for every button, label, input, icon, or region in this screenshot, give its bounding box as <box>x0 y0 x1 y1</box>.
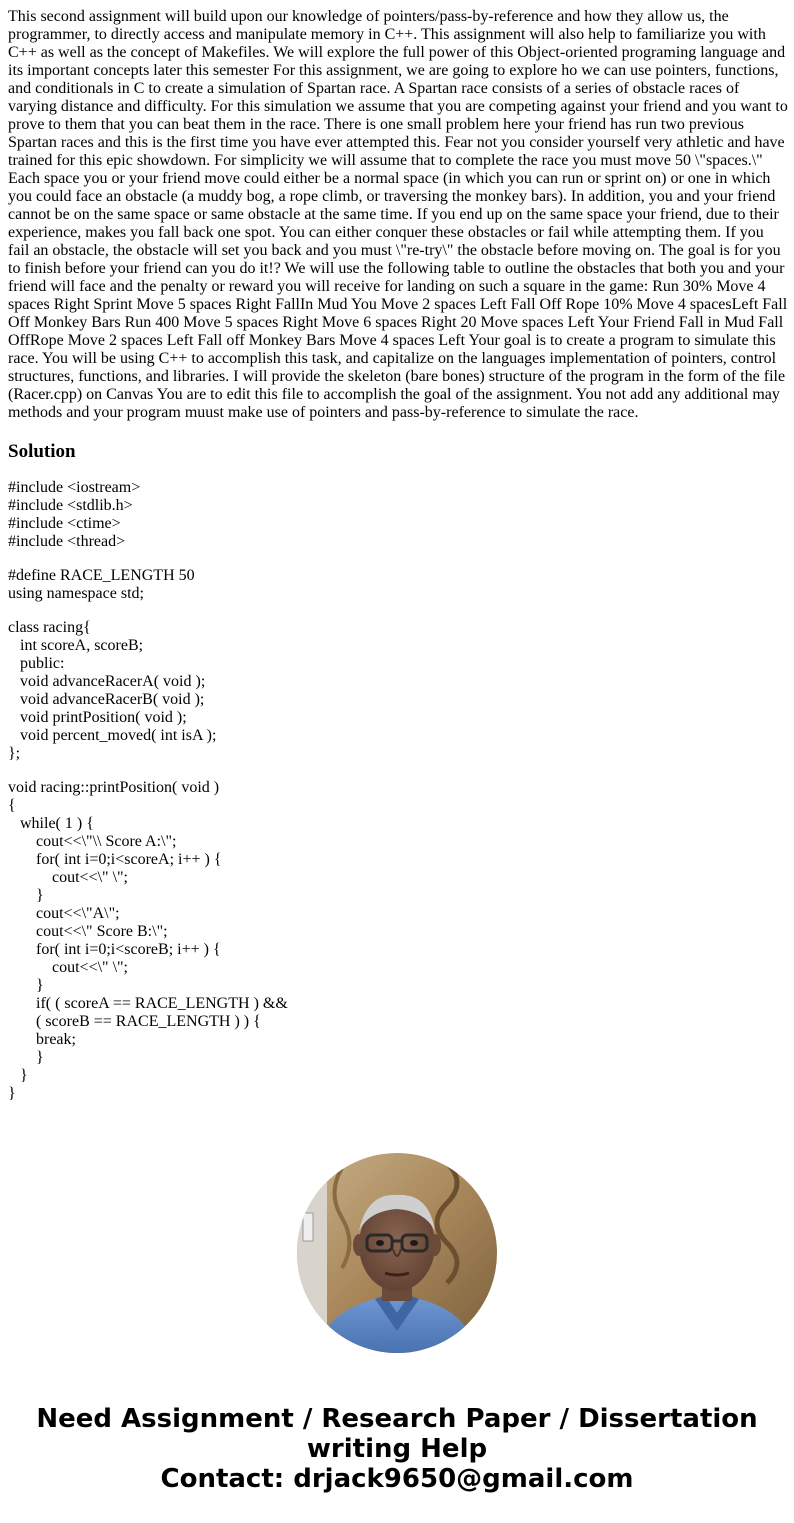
code-line: cout<<\" \"; <box>8 869 128 886</box>
code-line: } <box>8 1067 28 1084</box>
solution-heading: Solution <box>8 441 76 462</box>
code-line: } <box>8 1085 16 1102</box>
question-text: This second assignment will build upon our knowledge of pointers/pass-by-reference and how they allow us, the programmer, to directly access and manipulate memory in C++. This assignment will also help to familiarize you with C++ as well as the concept of Makefiles. We will explore the full power of this Object-oriented programing language and its important concepts later this semester For this assignment, we are going to explore ho we can use pointers, functions, and conditionals in C to create a simulation of Spartan race. A Spartan race consists of a series of obstacle races of varying distance and difficulty. For this simulation we assume that you are competing against your friend and you want to prove to them that you can beat them in the race. There is one small problem here your friend has run two previous Spartan races and this is the first time you have ever attempted this. Fear not you consider yourself very athletic and have trained for this epic showdown. For simplicity we will assume that to complete the race you must move 50 \"spaces.\" Each space you or your friend move could either be a normal space (in which you can run or sprint on) or one in which you could face an obstacle (a muddy bog, a rope climb, or traversing the monkey bars). In addition, you and your friend cannot be on the same space or same obstacle at the same time. If you end up on the same space your friend, due to their experience, makes you fall back one spot. You can either conquer these obstacles or fail while attempting them. If you fail an obstacle, the obstacle will set you back and you must \"re-try\" the obstacle before moving on. The goal is for you to finish before your friend can you do it!? We will use the following table to outline the obstacles that both you and your friend will face and the penalty or reward you will receive for landing on such a square in the game: Run 30% Move 4 spaces Right Sprint Move 5 spaces Right FallIn Mud You Move 2 spaces Left Fall Off Rope 10% Move 4 spacesLeft Fall Off Monkey Bars Run 400 Move 5 spaces Right Move 6 spaces Right 20 Move spaces Left Your Friend Fall in Mud Fall OffRope Move 2 spaces Left Fall off Monkey Bars Move 4 spaces Left Your goal is to create a program to simulate this race. You will be using C++ to accomplish this task, and capitalize on the languages implementation of pointers, control structures, functions, and libraries. I will provide the skeleton (bare bones) structure of the program in the form of the file (Racer.cpp) on Canvas You are to edit this file to accomplish the goal of the assignment. You not add any additional may methods and your program muust make use of pointers and pass-by-reference to simulate the race. <box>8 8 788 421</box>
solution-code <box>8 479 786 1103</box>
code-line: #include <iostream> <box>8 479 141 496</box>
code-line: ( scoreB == RACE_LENGTH ) ) { <box>8 1013 261 1030</box>
promo-contact[interactable]: Contact: drjack9650@gmail.com <box>160 1464 634 1494</box>
code-line: cout<<\" \"; <box>8 959 128 976</box>
code-line: cout<<\" Score B:\"; <box>8 923 168 940</box>
code-blank-line <box>8 763 786 779</box>
code-line: if( ( scoreA == RACE_LENGTH ) && <box>8 995 288 1012</box>
code-line: } <box>8 887 44 904</box>
code-line: break; <box>8 1031 76 1048</box>
code-line: } <box>8 977 44 994</box>
code-line: void advanceRacerA( void ); <box>8 673 206 690</box>
code-line: public: <box>8 655 65 672</box>
code-line: void percent_moved( int isA ); <box>8 727 217 744</box>
code-line: } <box>8 1049 44 1066</box>
code-line: void printPosition( void ); <box>8 709 187 726</box>
promo-line-2: writing Help <box>306 1434 488 1464</box>
code-line: for( int i=0;i<scoreB; i++ ) { <box>8 941 221 958</box>
promo-line-1: Need Assignment / Research Paper / Dissertation <box>36 1404 758 1434</box>
promo-banner <box>0 1404 794 1494</box>
code-line: #include <ctime> <box>8 515 121 532</box>
code-blank-line <box>8 551 786 567</box>
code-line: void advanceRacerB( void ); <box>8 691 205 708</box>
code-line: while( 1 ) { <box>8 815 94 832</box>
tutor-portrait-icon <box>297 1153 497 1353</box>
code-blank-line <box>8 603 786 619</box>
code-line: class racing{ <box>8 619 91 636</box>
code-line: int scoreA, scoreB; <box>8 637 144 654</box>
code-line: #define RACE_LENGTH 50 <box>8 567 195 584</box>
code-line: for( int i=0;i<scoreA; i++ ) { <box>8 851 222 868</box>
code-line: }; <box>8 745 21 762</box>
code-line: #include <thread> <box>8 533 126 550</box>
code-line: #include <stdlib.h> <box>8 497 133 514</box>
code-line: cout<<\"\\ Score A:\"; <box>8 833 177 850</box>
code-line: void racing::printPosition( void ) <box>8 779 220 796</box>
code-line: using namespace std; <box>8 585 144 602</box>
code-line: cout<<\"A\"; <box>8 905 120 922</box>
tutor-avatar <box>297 1153 497 1353</box>
code-line: { <box>8 797 16 814</box>
